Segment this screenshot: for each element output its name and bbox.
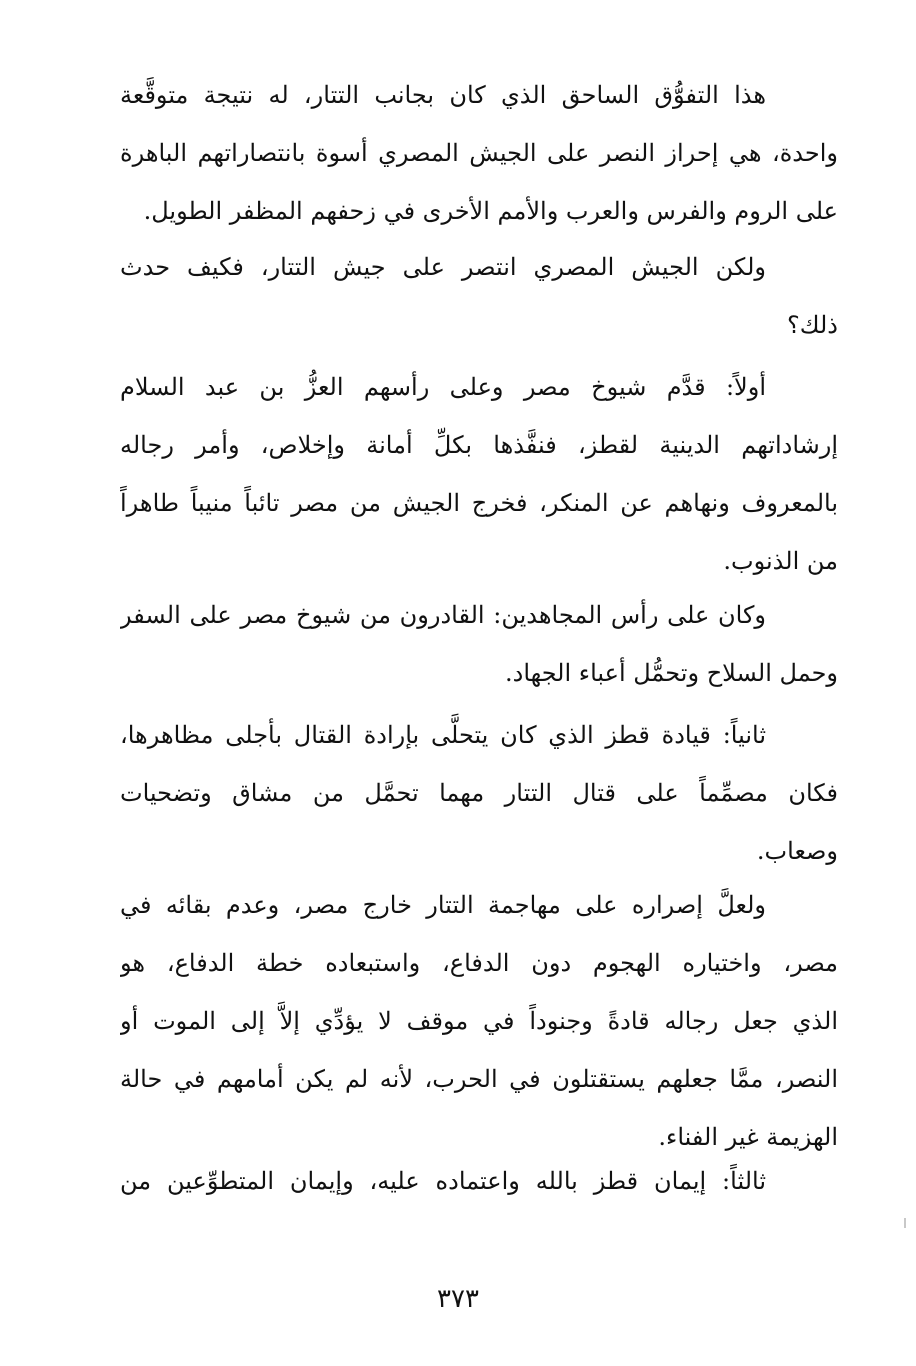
text-line: أولاً: قدَّم شيوخ مصر وعلى رأسهم العزُّ بن عبد السلام (120, 373, 766, 401)
text-line: ولكن الجيش المصري انتصر على جيش التتار، فكيف حدث (120, 253, 766, 281)
text-line: بالمعروف ونهاهم عن المنكر، فخرج الجيش من مصر تائباً منيباً طاهراً (120, 489, 838, 517)
text-line: من الذنوب. (723, 547, 838, 575)
text-line: فكان مصمِّماً على قتال التتار مهما تحمَّل من مشاق وتضحيات (120, 779, 838, 807)
text-line: إرشاداتهم الدينية لقطز، فنفَّذها بكلِّ أمانة وإخلاص، وأمر رجاله (120, 431, 838, 459)
text-line: ولعلَّ إصراره على مهاجمة التتار خارج مصر، وعدم بقائه في (120, 891, 766, 919)
paragraph-4 (120, 586, 838, 702)
text-line: الذي جعل رجاله قادةً وجنوداً في موقف لا يؤدِّي إلاَّ إلى الموت أو (120, 1007, 838, 1035)
text-line: الهزيمة غير الفناء. (658, 1123, 838, 1151)
scan-mark (904, 1218, 906, 1228)
paragraph-5 (120, 706, 838, 880)
paragraph-2 (120, 238, 838, 354)
text-line: ثالثاً: إيمان قطز بالله واعتماده عليه، وإيمان المتطوِّعين من (120, 1167, 766, 1195)
text-line: ثانياً: قيادة قطز الذي كان يتحلَّى بإرادة القتال بأجلى مظاهرها، (120, 721, 766, 749)
paragraph-3 (120, 358, 838, 590)
paragraph-6 (120, 876, 838, 1166)
text-line: مصر، واختياره الهجوم دون الدفاع، واستبعاده خطة الدفاع، هو (120, 949, 838, 977)
paragraph-7 (120, 1152, 838, 1210)
text-line: واحدة، هي إحراز النصر على الجيش المصري أسوة بانتصاراتهم الباهرة (120, 139, 838, 167)
text-line: وصعاب. (756, 837, 838, 865)
paragraph-1 (120, 66, 838, 240)
text-line: على الروم والفرس والعرب والأمم الأخرى في زحفهم المظفر الطويل. (143, 197, 838, 225)
text-line: وحمل السلاح وتحمُّل أعباء الجهاد. (505, 659, 838, 687)
page-number: ٣٧٣ (437, 1284, 479, 1314)
text-line: هذا التفوُّق الساحق الذي كان بجانب التتار، له نتيجة متوقَّعة (120, 81, 766, 109)
text-line: وكان على رأس المجاهدين: القادرون من شيوخ مصر على السفر (120, 601, 766, 629)
text-line: النصر، ممَّا جعلهم يستقتلون في الحرب، لأنه لم يكن أمامهم في حالة (120, 1065, 838, 1093)
text-line: ذلك؟ (787, 311, 838, 339)
